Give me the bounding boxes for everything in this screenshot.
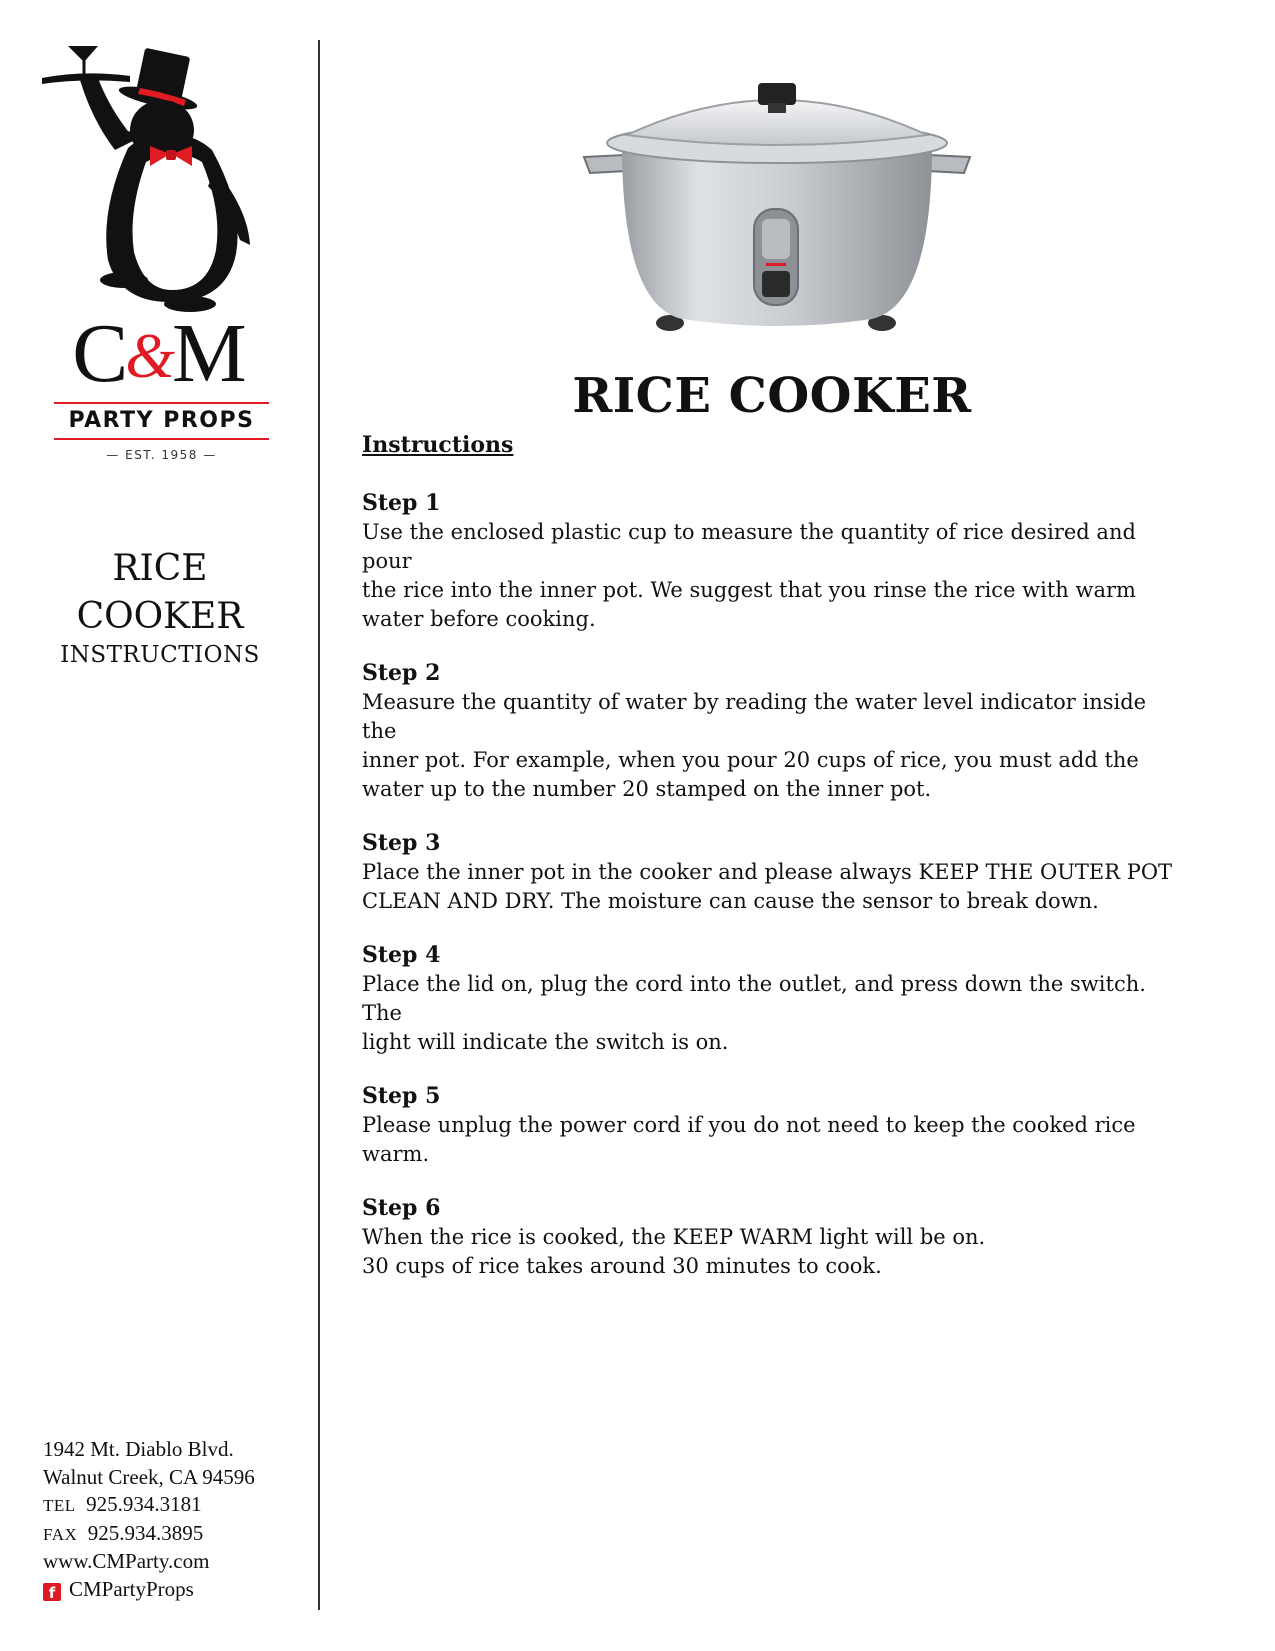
- sidebar-title: [40, 545, 280, 641]
- step-line: Place the inner pot in the cooker and please always KEEP THE OUTER POT: [362, 860, 1173, 884]
- step-heading: Step 1: [362, 490, 441, 516]
- address-tel: TEL 925.934.3181: [43, 1492, 202, 1516]
- rice-cooker-image: [582, 75, 972, 345]
- step-line: When the rice is cooked, the KEEP WARM light will be on.: [362, 1225, 986, 1249]
- step-line: inner pot. For example, when you pour 20 cups of rice, you must add the: [362, 748, 1139, 772]
- website-link[interactable]: www.CMParty.com: [43, 1549, 210, 1573]
- step-2: [362, 658, 1182, 804]
- sidebar: [0, 0, 318, 1651]
- step-1: [362, 488, 1182, 634]
- page-title: RICE COOKER: [572, 368, 972, 424]
- step-body: [362, 1111, 1182, 1169]
- penguin-mascot-icon: [40, 40, 280, 320]
- step-body: [362, 518, 1182, 634]
- step-body: [362, 688, 1182, 804]
- address-city: Walnut Creek, CA 94596: [43, 1464, 255, 1489]
- company-logo: [40, 40, 280, 460]
- step-line: water before cooking.: [362, 607, 596, 631]
- step-4: [362, 940, 1182, 1057]
- steps-list: [362, 488, 1182, 1305]
- step-heading: Step 3: [362, 830, 441, 856]
- step-heading: Step 5: [362, 1083, 441, 1109]
- step-heading: Step 6: [362, 1195, 441, 1221]
- brand-name: C&M: [72, 307, 248, 400]
- step-body: [362, 858, 1182, 916]
- step-5: [362, 1081, 1182, 1169]
- step-line: light will indicate the switch is on.: [362, 1030, 729, 1054]
- main-content: [362, 0, 1242, 1651]
- brand-divider-bottom: [54, 438, 269, 440]
- sidebar-title-line2: COOKER: [76, 596, 244, 637]
- step-line: 30 cups of rice takes around 30 minutes to cook.: [362, 1254, 882, 1278]
- step-3: [362, 828, 1182, 916]
- instructions-heading: Instructions: [362, 432, 514, 458]
- step-line: Measure the quantity of water by reading the water level indicator inside the: [362, 690, 1147, 743]
- step-body: [362, 1223, 1182, 1281]
- address-fax: FAX 925.934.3895: [43, 1520, 204, 1545]
- step-heading: Step 4: [362, 942, 441, 968]
- step-line: warm.: [362, 1142, 430, 1166]
- sidebar-subtitle: INSTRUCTIONS: [60, 642, 260, 668]
- step-line: water up to the number 20 stamped on the inner pot.: [362, 777, 932, 801]
- facebook-icon: f: [43, 1583, 61, 1601]
- sidebar-title-line1: RICE: [112, 548, 208, 589]
- brand-subtitle: PARTY PROPS: [68, 408, 255, 433]
- vertical-divider: [318, 40, 320, 1610]
- address-street: 1942 Mt. Diablo Blvd.: [43, 1437, 234, 1461]
- step-line: Use the enclosed plastic cup to measure the quantity of rice desired and pour: [362, 520, 1136, 573]
- step-line: Please unplug the power cord if you do not need to keep the cooked rice: [362, 1113, 1136, 1137]
- step-line: the rice into the inner pot. We suggest that you rinse the rice with warm: [362, 578, 1136, 602]
- step-heading: Step 2: [362, 660, 441, 686]
- brand-divider-top: [54, 402, 269, 404]
- step-body: [362, 970, 1182, 1057]
- brand-established: — EST. 1958 —: [106, 448, 217, 462]
- step-line: CLEAN AND DRY. The moisture can cause the sensor to break down.: [362, 889, 1099, 913]
- address-block: [43, 1436, 313, 1603]
- facebook-link[interactable]: f CMPartyProps: [43, 1576, 313, 1604]
- step-6: [362, 1193, 1182, 1281]
- step-line: Place the lid on, plug the cord into the outlet, and press down the switch. The: [362, 972, 1146, 1025]
